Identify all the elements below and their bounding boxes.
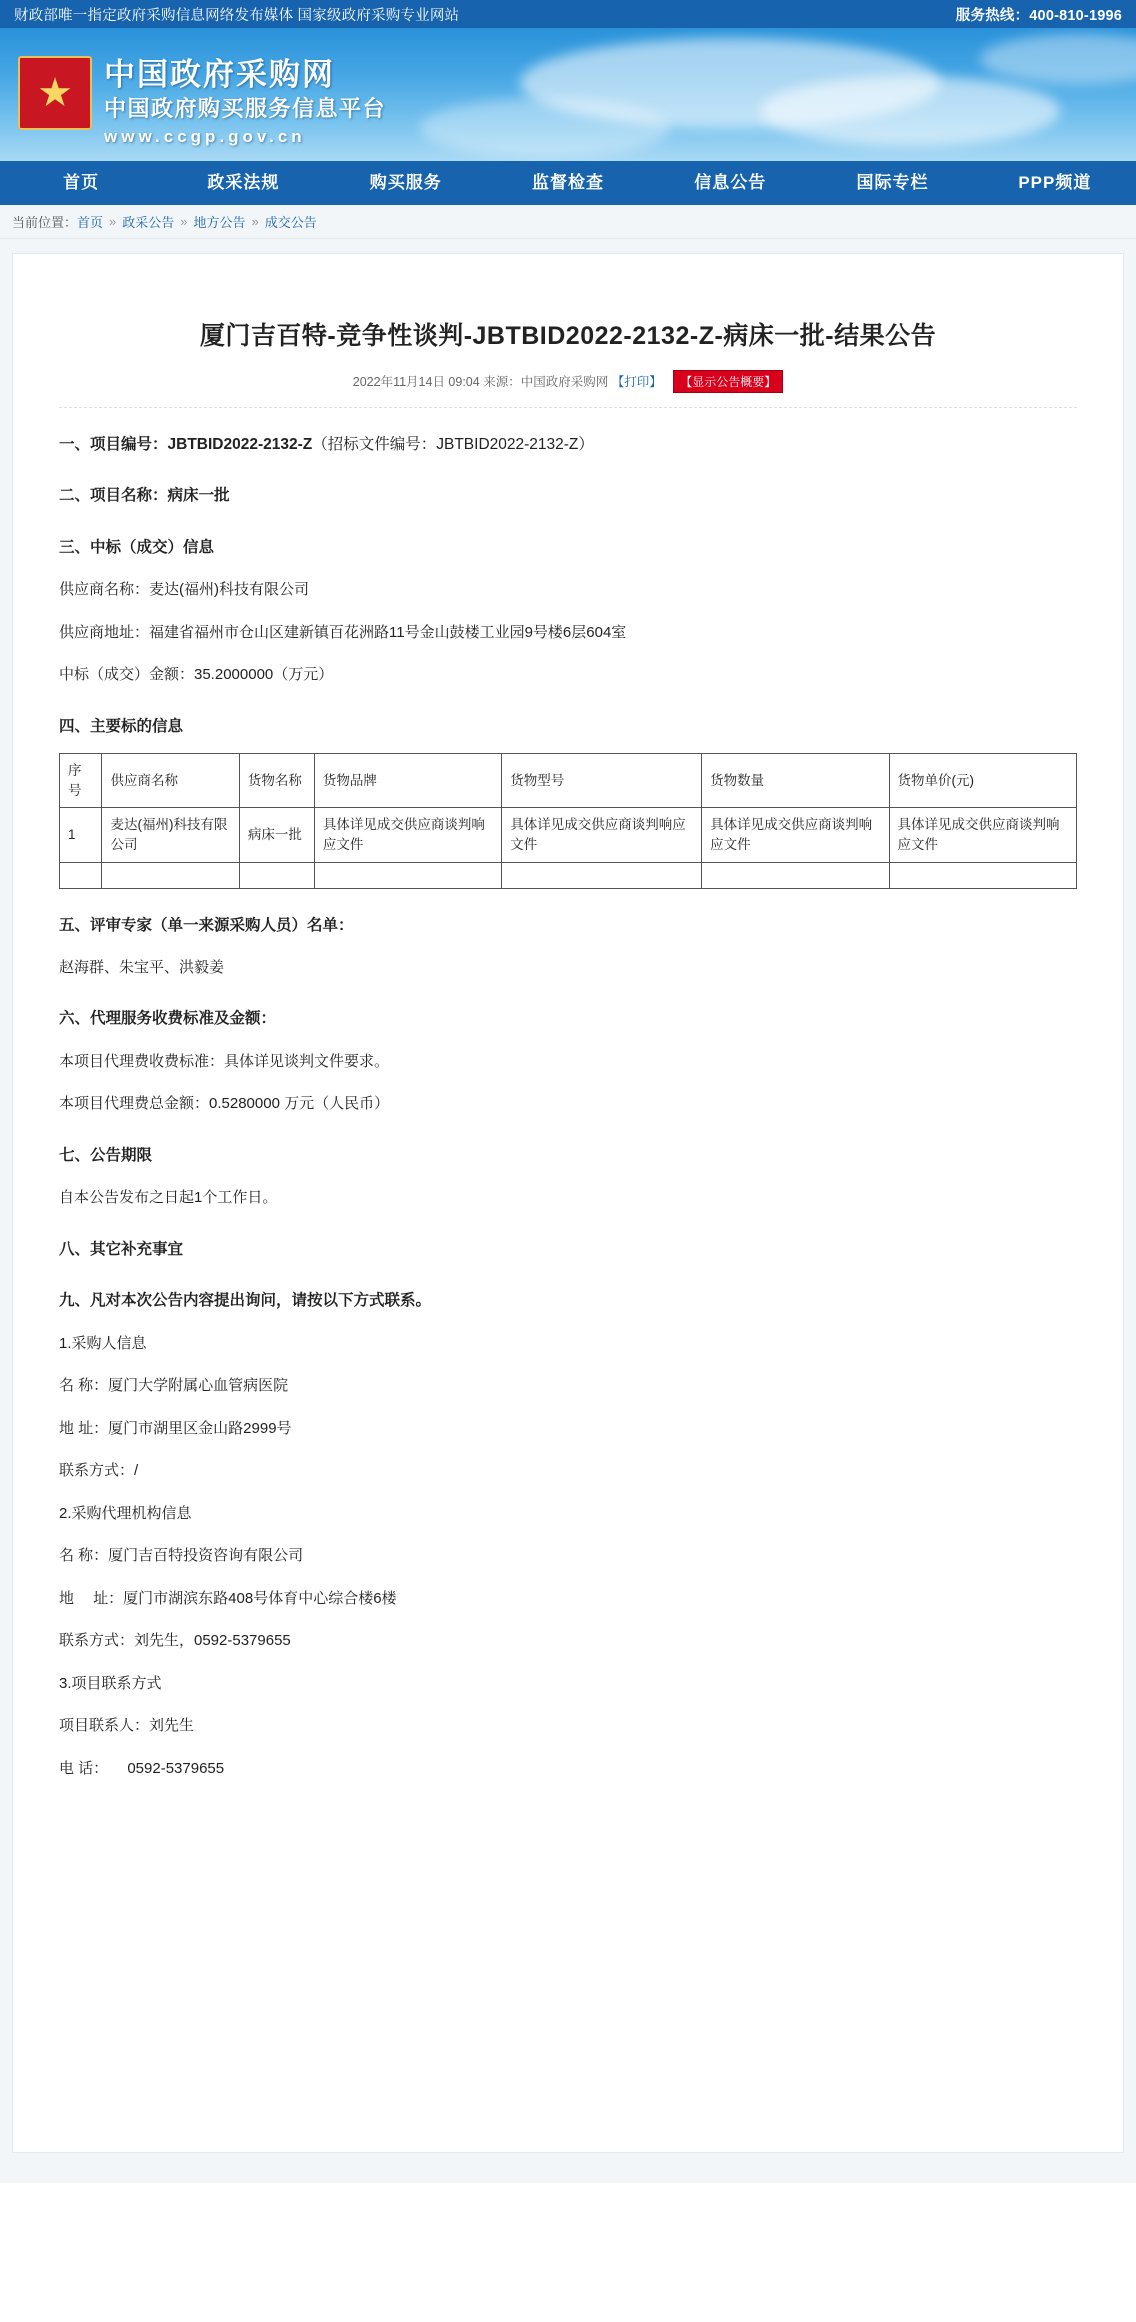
col-header-supplier: 供应商名称 — [102, 754, 239, 808]
nav-item-international[interactable]: 国际专栏 — [856, 173, 929, 192]
breadcrumb-item-home[interactable]: 首页 — [77, 215, 104, 230]
breadcrumb-item-local-announcements[interactable]: 地方公告 — [193, 215, 246, 230]
cell-empty — [102, 862, 239, 888]
col-header-index: 序号 — [60, 754, 102, 808]
project-name-value: 病床一批 — [167, 487, 230, 505]
cell-unit-price: 具体详见成交供应商谈判响应文件 — [889, 808, 1076, 862]
article-card — [12, 253, 1124, 2153]
banner-title-group — [104, 58, 386, 147]
site-url: www.ccgp.gov.cn — [104, 126, 306, 146]
winning-amount: 中标（成交）金额：35.2000000（万元） — [59, 666, 334, 684]
cell-empty — [889, 862, 1076, 888]
cloud-decoration — [420, 98, 670, 158]
page-title: 厦门吉百特-竞争性谈判-JBTBID2022-2132-Z-病床一批-结果公告 — [199, 322, 937, 350]
article-meta — [59, 370, 1077, 408]
agency-name: 名 称：厦门吉百特投资咨询有限公司 — [59, 1547, 304, 1565]
section-agency-fee-head: 六、代理服务收费标准及金额： — [59, 1010, 277, 1028]
agency-info-head: 2.采购代理机构信息 — [59, 1504, 192, 1522]
breadcrumb-item-result-announcements[interactable]: 成交公告 — [264, 215, 317, 230]
table-row — [60, 808, 1077, 862]
supplier-name: 供应商名称：麦达(福州)科技有限公司 — [59, 581, 309, 599]
section-other-matters-head: 八、其它补充事宜 — [59, 1240, 184, 1258]
publish-date: 2022年11月14日 09:04 — [352, 375, 480, 389]
section-1-head: 一、项目编号： — [59, 436, 168, 453]
cell-brand: 具体详见成交供应商谈判响应文件 — [314, 808, 501, 862]
top-utility-bar — [0, 0, 1136, 28]
breadcrumb — [0, 205, 1136, 239]
nav-item-announcements[interactable]: 信息公告 — [694, 173, 767, 192]
article-source: 来源：中国政府采购网 — [483, 375, 609, 389]
section-project-number — [59, 430, 1077, 459]
site-name-primary[interactable]: 中国政府采购网 — [104, 57, 335, 92]
col-header-unit-price: 货物单价(元) — [889, 754, 1076, 808]
supplier-address: 供应商地址：福建省福州市仓山区建新镇百花洲路11号金山鼓楼工业园9号楼6层604室 — [59, 623, 627, 641]
project-contact-person: 项目联系人：刘先生 — [59, 1717, 195, 1735]
section-project-name — [59, 481, 1077, 510]
experts-list: 赵海群、朱宝平、洪毅姜 — [59, 958, 225, 976]
col-header-model: 货物型号 — [502, 754, 702, 808]
project-number-note: （招标文件编号：JBTBID2022-2132-Z） — [312, 436, 594, 453]
nav-item-home[interactable]: 首页 — [63, 173, 100, 192]
cell-empty — [239, 862, 314, 888]
breadcrumb-prefix: 当前位置： — [12, 215, 78, 230]
cell-model: 具体详见成交供应商谈判响应文件 — [502, 808, 702, 862]
site-name-secondary[interactable]: 中国政府购买服务信息平台 — [104, 95, 387, 121]
service-hotline: 服务热线：400-810-1996 — [955, 7, 1122, 24]
notice-period-text: 自本公告发布之日起1个工作日。 — [59, 1189, 278, 1207]
agency-fee-standard: 本项目代理费收费标准：具体详见谈判文件要求。 — [59, 1052, 390, 1070]
table-row-empty — [60, 862, 1077, 888]
breadcrumb-separator: » — [180, 214, 188, 229]
print-button[interactable]: 【打印】 — [611, 375, 662, 389]
cell-quantity: 具体详见成交供应商谈判响应文件 — [702, 808, 889, 862]
cell-empty — [502, 862, 702, 888]
agency-address: 地 址：厦门市湖滨东路408号体育中心综合楼6楼 — [59, 1589, 397, 1607]
cloud-decoration — [980, 34, 1136, 84]
agency-contact: 联系方式：刘先生，0592-5379655 — [59, 1632, 291, 1650]
section-contact-head: 九、凡对本次公告内容提出询问，请按以下方式联系。 — [59, 1292, 432, 1310]
nav-item-regulations[interactable]: 政采法规 — [207, 173, 280, 192]
breadcrumb-item-gov-announcements[interactable]: 政采公告 — [122, 215, 175, 230]
site-banner — [0, 28, 1136, 161]
section-goods-info-head: 四、主要标的信息 — [59, 717, 184, 735]
cell-supplier: 麦达(福州)科技有限公司 — [102, 808, 239, 862]
purchaser-contact: 联系方式：/ — [59, 1462, 139, 1480]
nav-item-ppp[interactable]: PPP频道 — [1018, 173, 1092, 192]
section-notice-period-head: 七、公告期限 — [59, 1146, 153, 1164]
breadcrumb-separator: » — [109, 214, 117, 229]
star-glyph: ★ — [37, 71, 73, 115]
col-header-goods-name: 货物名称 — [239, 754, 314, 808]
purchaser-name: 名 称：厦门大学附属心血管病医院 — [59, 1377, 289, 1395]
purchaser-info-head: 1.采购人信息 — [59, 1334, 147, 1352]
top-bar-slogan: 财政部唯一指定政府采购信息网络发布媒体 国家级政府采购专业网站 — [14, 7, 460, 24]
purchaser-address: 地 址：厦门市湖里区金山路2999号 — [59, 1419, 292, 1437]
col-header-brand: 货物品牌 — [314, 754, 501, 808]
cell-empty — [702, 862, 889, 888]
table-header-row — [60, 754, 1077, 808]
project-contact-phone: 电 话： 0592-5379655 — [59, 1759, 225, 1777]
section-winner-info-head: 三、中标（成交）信息 — [59, 538, 215, 556]
main-navigation[interactable] — [0, 161, 1136, 205]
cloud-decoration — [760, 76, 1060, 146]
agency-fee-amount: 本项目代理费总金额：0.5280000 万元（人民币） — [59, 1095, 390, 1113]
cell-empty — [314, 862, 501, 888]
breadcrumb-separator: » — [251, 214, 259, 229]
page-body — [0, 239, 1136, 2183]
col-header-quantity: 货物数量 — [702, 754, 889, 808]
cell-goods-name: 病床一批 — [239, 808, 314, 862]
show-summary-button[interactable]: 【显示公告概要】 — [673, 370, 783, 393]
national-emblem-icon — [18, 56, 92, 130]
article-content — [59, 430, 1077, 1783]
nav-item-services[interactable]: 购买服务 — [369, 173, 442, 192]
goods-table — [59, 753, 1077, 888]
project-number-value: JBTBID2022-2132-Z — [167, 436, 313, 453]
section-2-head: 二、项目名称： — [59, 487, 168, 505]
nav-item-supervision[interactable]: 监督检查 — [531, 173, 604, 192]
section-experts-head: 五、评审专家（单一来源采购人员）名单： — [59, 916, 354, 934]
project-contact-head: 3.项目联系方式 — [59, 1674, 162, 1692]
cell-empty — [60, 862, 102, 888]
cell-index: 1 — [60, 808, 102, 862]
